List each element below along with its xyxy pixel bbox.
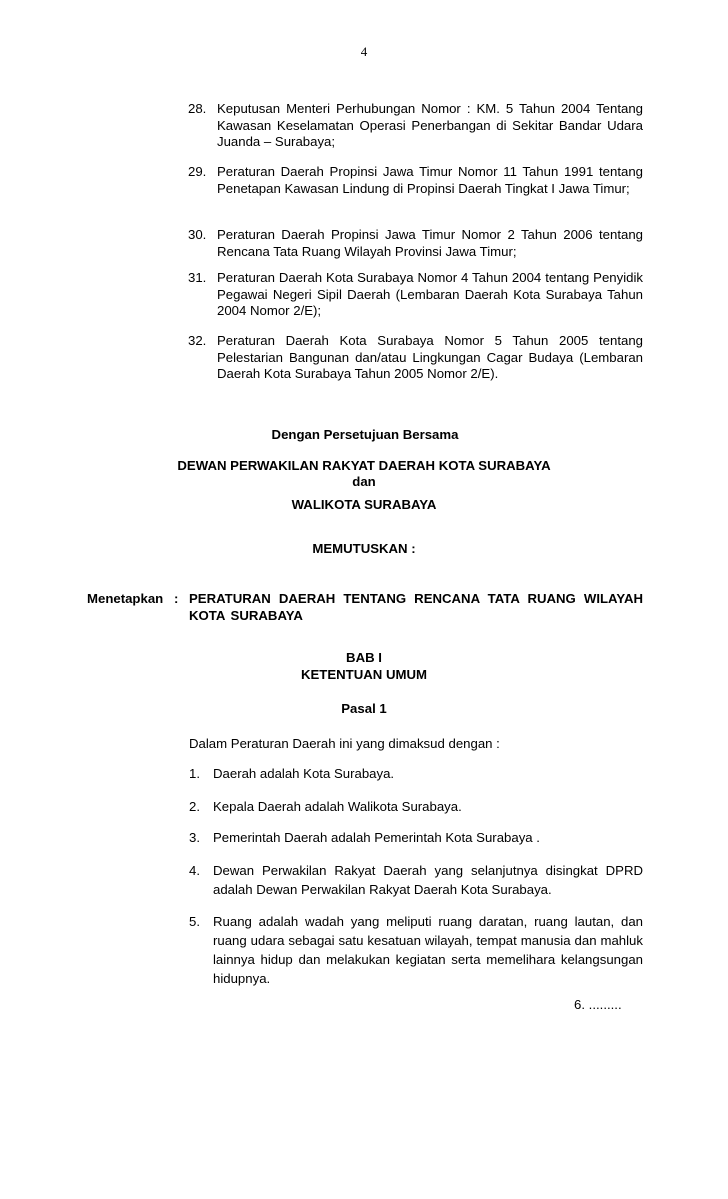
item-text: Ruang adalah wadah yang meliputi ruang daratan, ruang lautan, dan ruang udara sebagai satu kesatuan wilayah, tempat manusia dan mahluk lainnya hidup dan melakukan kegiatan serta memelihara kelangsungan hidupnya. (213, 914, 643, 986)
item-text: Peraturan Daerah Kota Surabaya Nomor 5 Tahun 2005 tentang Pelestarian Bangunan dan/atau Lingkungan Cagar Budaya (Lembaran Daerah Kota Surabaya Tahun 2005 Nomor 2/E). (217, 333, 643, 381)
consideration-item (188, 164, 643, 197)
decision-colon: : (174, 591, 179, 606)
council-name: DEWAN PERWAKILAN RAKYAT DAERAH KOTA SURABAYA (177, 458, 551, 473)
approval-heading: Dengan Persetujuan Bersama (271, 427, 459, 442)
item-text: Peraturan Daerah Kota Surabaya Nomor 4 Tahun 2004 tentang Penyidik Pegawai Negeri Sipil Daerah (Lembaran Daerah Kota Surabaya Tahun 2004 Nomor 2/E); (217, 270, 643, 318)
consideration-item (188, 101, 643, 151)
chapter-number: BAB I (346, 650, 382, 665)
item-number: 28. (188, 101, 207, 116)
item-text: Dewan Perwakilan Rakyat Daerah yang selanjutnya disingkat DPRD adalah Dewan Perwakilan Rakyat Daerah Kota Surabaya. (213, 863, 643, 897)
next-page-marker: 6. ......... (574, 997, 622, 1012)
item-number: 5. (189, 914, 200, 929)
item-number: 4. (189, 863, 200, 878)
item-number: 2. (189, 799, 200, 814)
item-text: Peraturan Daerah Propinsi Jawa Timur Nomor 2 Tahun 2006 tentang Rencana Tata Ruang Wilayah Provinsi Jawa Timur; (217, 227, 643, 259)
item-text: Daerah adalah Kota Surabaya. (213, 766, 395, 781)
decision-label: Menetapkan (87, 591, 164, 606)
mayor-name: WALIKOTA SURABAYA (291, 497, 437, 512)
consideration-item (188, 270, 643, 320)
item-number: 32. (188, 333, 207, 348)
consideration-item (188, 333, 643, 383)
item-text: Keputusan Menteri Perhubungan Nomor : KM. 5 Tahun 2004 Tentang Kawasan Keselamatan Operasi Penerbangan di Sekitar Bandar Udara Juanda – Surabaya; (217, 101, 643, 149)
definition-item (189, 764, 643, 783)
conjunction: dan (352, 474, 376, 489)
definition-item (189, 912, 643, 988)
chapter-title: KETENTUAN UMUM (300, 667, 427, 682)
definition-item (189, 861, 643, 899)
decision-heading: MEMUTUSKAN : (312, 541, 416, 556)
item-text: Pemerintah Daerah adalah Pemerintah Kota Surabaya . (213, 830, 540, 845)
consideration-item (188, 227, 643, 260)
page-number: 4 (360, 44, 368, 59)
definition-item (189, 828, 643, 847)
item-number: 30. (188, 227, 207, 242)
decision-text: PERATURAN DAERAH TENTANG RENCANA TATA RUANG WILAYAH KOTA SURABAYA (189, 591, 643, 623)
definitions-intro: Dalam Peraturan Daerah ini yang dimaksud dengan : (189, 736, 500, 751)
definition-item (189, 797, 643, 816)
item-number: 29. (188, 164, 207, 179)
item-number: 1. (189, 766, 200, 781)
item-text: Peraturan Daerah Propinsi Jawa Timur Nomor 11 Tahun 1991 tentang Penetapan Kawasan Lindung di Propinsi Daerah Tingkat I Jawa Timur; (217, 164, 643, 196)
article-title: Pasal 1 (341, 701, 387, 716)
item-number: 3. (189, 830, 200, 845)
item-text: Kepala Daerah adalah Walikota Surabaya. (213, 799, 462, 814)
item-number: 31. (188, 270, 207, 285)
